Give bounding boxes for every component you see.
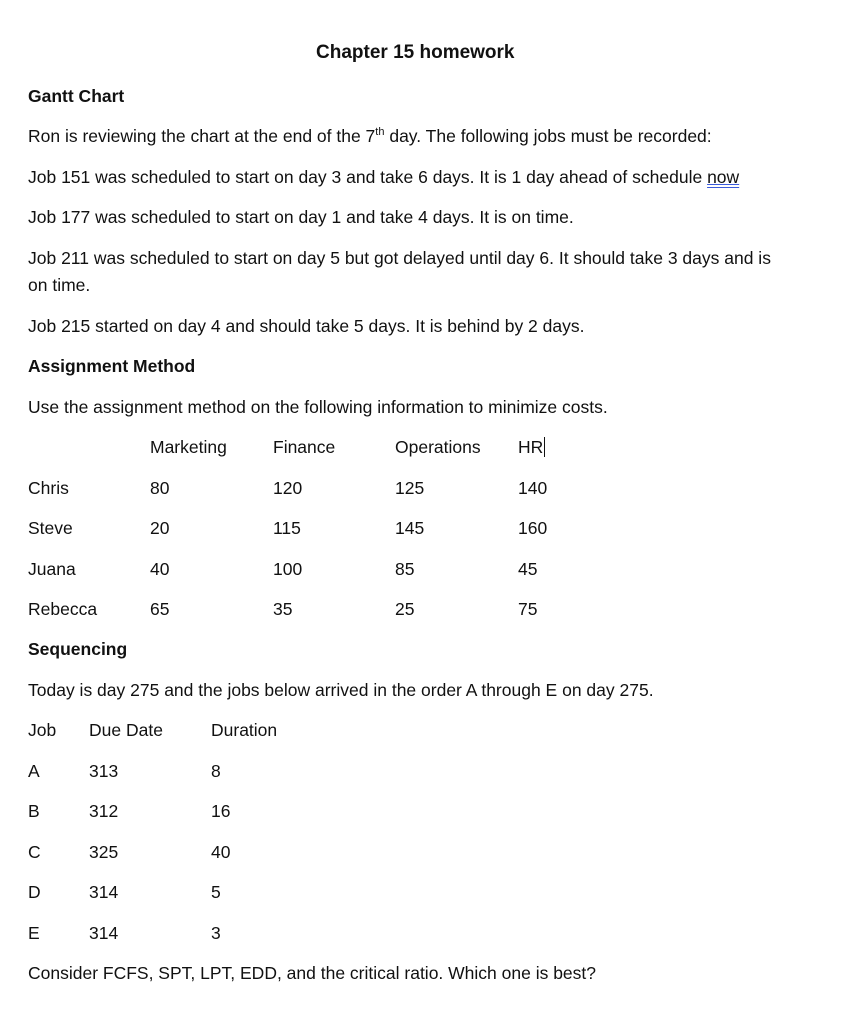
assignment-col-header: Finance <box>273 437 336 457</box>
sequencing-duration: 40 <box>211 842 231 862</box>
gantt-intro-before: Ron is reviewing the chart at the end of the 7 <box>28 126 376 146</box>
assignment-cell: 80 <box>150 478 170 498</box>
sequencing-job: E <box>28 923 40 943</box>
sequencing-job: A <box>28 761 40 781</box>
sequencing-duration: 5 <box>211 882 221 902</box>
gantt-intro-after: day. The following jobs must be recorded: <box>384 126 712 146</box>
sequencing-due-date: 314 <box>89 882 119 902</box>
assignment-col-header: Marketing <box>150 437 227 457</box>
sequencing-intro: Today is day 275 and the jobs below arrived in the order A through E on day 275. <box>28 680 654 700</box>
assignment-cell: 45 <box>518 559 538 579</box>
sequencing-col-header: Due Date <box>89 720 163 740</box>
assignment-cell: 140 <box>518 478 548 498</box>
sequencing-due-date: 312 <box>89 801 119 821</box>
gantt-job-151-now-link[interactable]: now <box>707 167 740 187</box>
assignment-col-header-hr <box>518 436 545 458</box>
assignment-row-name: Rebecca <box>28 599 98 619</box>
assignment-row-name: Chris <box>28 478 69 498</box>
sequencing-duration: 8 <box>211 761 221 781</box>
assignment-row-name: Steve <box>28 518 73 538</box>
gantt-intro-sup: th <box>375 126 385 138</box>
assignment-cell: 75 <box>518 599 538 619</box>
gantt-job-211-line1: Job 211 was scheduled to start on day 5 but got delayed until day 6. It should take 3 days and is <box>28 248 771 268</box>
sequencing-duration: 3 <box>211 923 221 943</box>
assignment-col-header-hr-text: HR <box>518 437 544 457</box>
assignment-cell: 25 <box>395 599 415 619</box>
assignment-cell: 160 <box>518 518 548 538</box>
gantt-job-211-line2: on time. <box>28 275 91 295</box>
assignment-cell: 40 <box>150 559 170 579</box>
assignment-cell: 65 <box>150 599 170 619</box>
text-cursor <box>544 437 545 457</box>
sequencing-question: Consider FCFS, SPT, LPT, EDD, and the critical ratio. Which one is best? <box>28 963 596 983</box>
sequencing-job: B <box>28 801 40 821</box>
assignment-intro: Use the assignment method on the following information to minimize costs. <box>28 397 608 417</box>
gantt-job-151 <box>28 166 739 188</box>
assignment-col-header: Operations <box>395 437 481 457</box>
assignment-cell: 115 <box>273 518 301 538</box>
sequencing-heading: Sequencing <box>28 639 128 659</box>
gantt-job-215: Job 215 started on day 4 and should take 5 days. It is behind by 2 days. <box>28 316 585 336</box>
gantt-intro <box>28 125 712 147</box>
assignment-cell: 125 <box>395 478 425 498</box>
assignment-cell: 145 <box>395 518 425 538</box>
assignment-cell: 20 <box>150 518 170 538</box>
gantt-heading: Gantt Chart <box>28 86 125 106</box>
sequencing-job: D <box>28 882 41 902</box>
sequencing-due-date: 313 <box>89 761 119 781</box>
gantt-job-151-text: Job 151 was scheduled to start on day 3 and take 6 days. It is 1 day ahead of schedule <box>28 167 708 187</box>
page-title: Chapter 15 homework <box>316 42 515 63</box>
assignment-cell: 100 <box>273 559 303 579</box>
assignment-cell: 120 <box>273 478 303 498</box>
assignment-heading: Assignment Method <box>28 356 196 376</box>
sequencing-duration: 16 <box>211 801 231 821</box>
sequencing-col-header: Duration <box>211 720 278 740</box>
assignment-cell: 35 <box>273 599 293 619</box>
sequencing-due-date: 314 <box>89 923 119 943</box>
sequencing-due-date: 325 <box>89 842 119 862</box>
gantt-job-177: Job 177 was scheduled to start on day 1 and take 4 days. It is on time. <box>28 207 574 227</box>
sequencing-col-header: Job <box>28 720 57 740</box>
sequencing-job: C <box>28 842 41 862</box>
assignment-cell: 85 <box>395 559 415 579</box>
assignment-row-name: Juana <box>28 559 76 579</box>
